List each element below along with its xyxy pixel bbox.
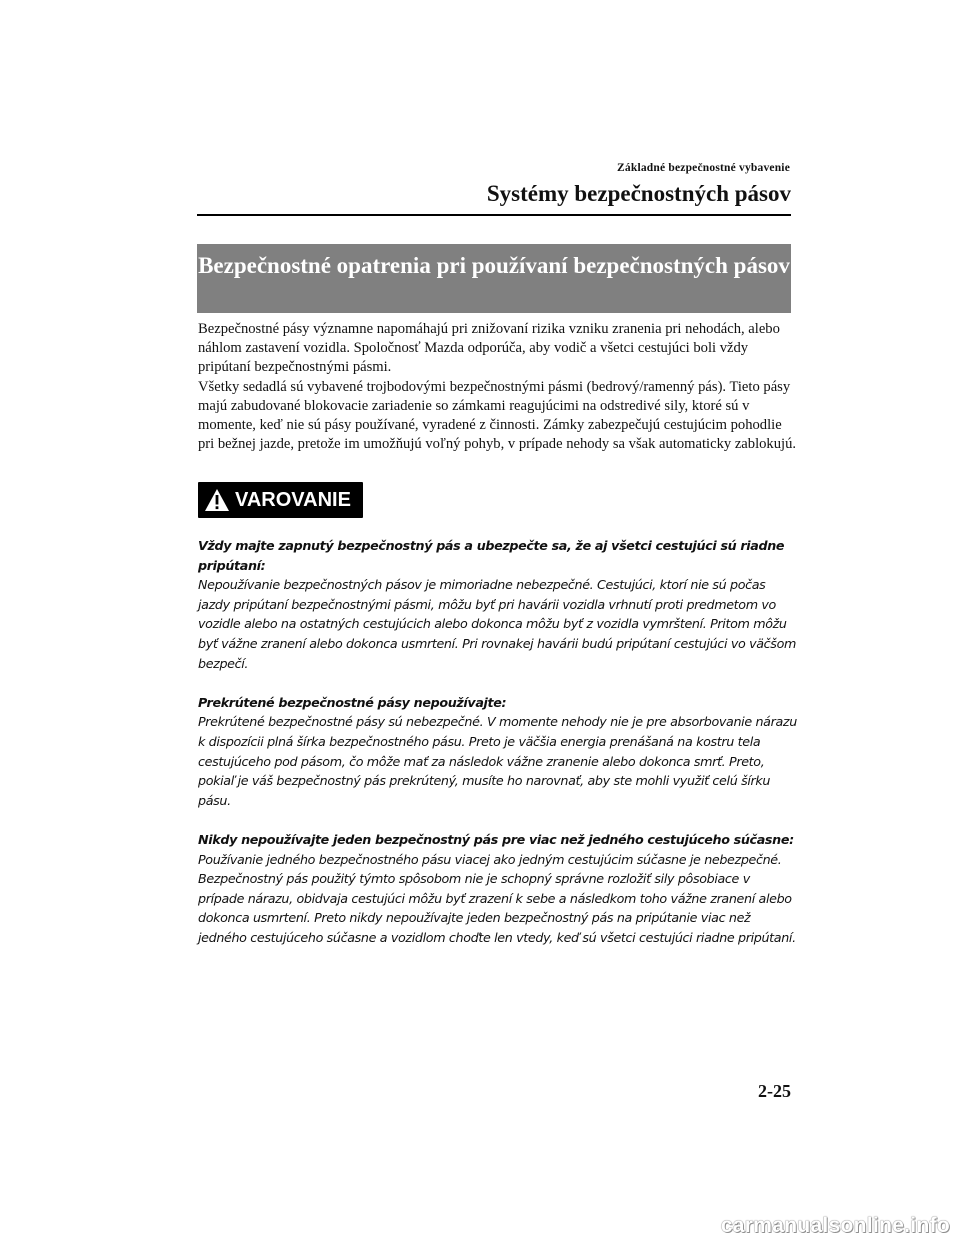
intro-paragraph: Všetky sedadlá sú vybavené trojbodovými bezpečnostnými pásmi (bedrový/ramenný pás). Tieto pásy majú zabudované blokovacie zariadenie so zámkami reagujúcimi na odstredivé sily, ktoré sú v momente, keď nie sú pásy používané, vyradené z činnosti. Zámky zabezpečujú cestujúcim pohodlie pri bežnej jazde, pretože im umožňujú voľný pohyb, v prípade nehody sa však automaticky zablokujú. [198, 378, 797, 453]
warning-badge [198, 482, 363, 518]
warning-label: VAROVANIE [235, 488, 351, 511]
warning-block-text: Používanie jedného bezpečnostného pásu viacej ako jedným cestujúcim súčasne je nebezpečné. Bezpečnostný pás použitý týmto spôsobom nie je schopný správne rozložiť sily pôsobiace v prípade nárazu, obidvaja cestujúci môžu byť zrazení k sebe a následkom toho vážne zranení alebo dokonca usmrtení. Preto nikdy nepoužívajte jeden bezpečnostný pás na pripútanie viac než jedného cestujúceho súčasne a vozidlom choďte len vtedy, keď sú všetci cestujúci riadne pripútaní. [198, 851, 796, 945]
warning-block-title: Prekrútené bezpečnostné pásy nepoužívajte: [198, 694, 507, 710]
intro-paragraph: Bezpečnostné pásy významne napomáhajú pri znižovaní rizika vzniku zranenia pri nehodách, alebo náhlom zastavení vozidla. Spoločnosť Mazda odporúča, aby vodič a všetci cestujúci boli vždy pripútaní bezpečnostnými pásmi. [198, 321, 780, 376]
intro-text [198, 320, 798, 454]
warning-triangle-icon [204, 488, 230, 512]
header-subtitle: Základné bezpečnostné vybavenie [617, 162, 790, 174]
header-rule [197, 214, 791, 216]
warning-body [198, 536, 798, 967]
watermark: carmanualsonline.info [720, 1214, 950, 1237]
warning-block-title: Nikdy nepoužívajte jeden bezpečnostný pás pre viac než jedného cestujúceho súčasne: [198, 831, 794, 847]
warning-block [198, 830, 798, 948]
warning-block [198, 693, 798, 811]
header-title: Systémy bezpečnostných pásov [486, 181, 791, 206]
warning-block-text: Nepoužívanie bezpečnostných pásov je mimoriadne nebezpečné. Cestujúci, ktorí nie sú počas jazdy pripútaní bezpečnostnými pásmi, môžu byť pri havárii vozidla vrhnutí proti predmetom vo vozidle alebo na ostatných cestujúcich alebo dokonca môžu byť z vozidla vymrštení. Pritom môžu byť vážne zranení alebo dokonca usmrtení. Pri rovnakej havárii budú pripútaní cestujúci vo väčšom bezpečí. [198, 577, 796, 671]
warning-block-title: Vždy majte zapnutý bezpečnostný pás a ubezpečte sa, že aj všetci cestujúci sú riadne pripútaní: [198, 538, 785, 573]
section-title: Bezpečnostné opatrenia pri používaní bezpečnostných pásov [197, 244, 791, 313]
page-number: 2-25 [758, 1081, 791, 1101]
warning-block-text: Prekrútené bezpečnostné pásy sú nebezpečné. V momente nehody nie je pre absorbovanie nárazu k dispozícii plná šírka bezpečnostného pásu. Preto je väčšia energia prenášaná na kostru tela cestujúceho pod pásom, čo môže mať za následok vážne zranenie alebo dokonca smrť. Preto, pokiaľ je váš bezpečnostný pás prekrútený, musíte ho narovnať, aby ste mohli využiť celú šírku pásu. [198, 714, 797, 808]
warning-block [198, 536, 798, 673]
